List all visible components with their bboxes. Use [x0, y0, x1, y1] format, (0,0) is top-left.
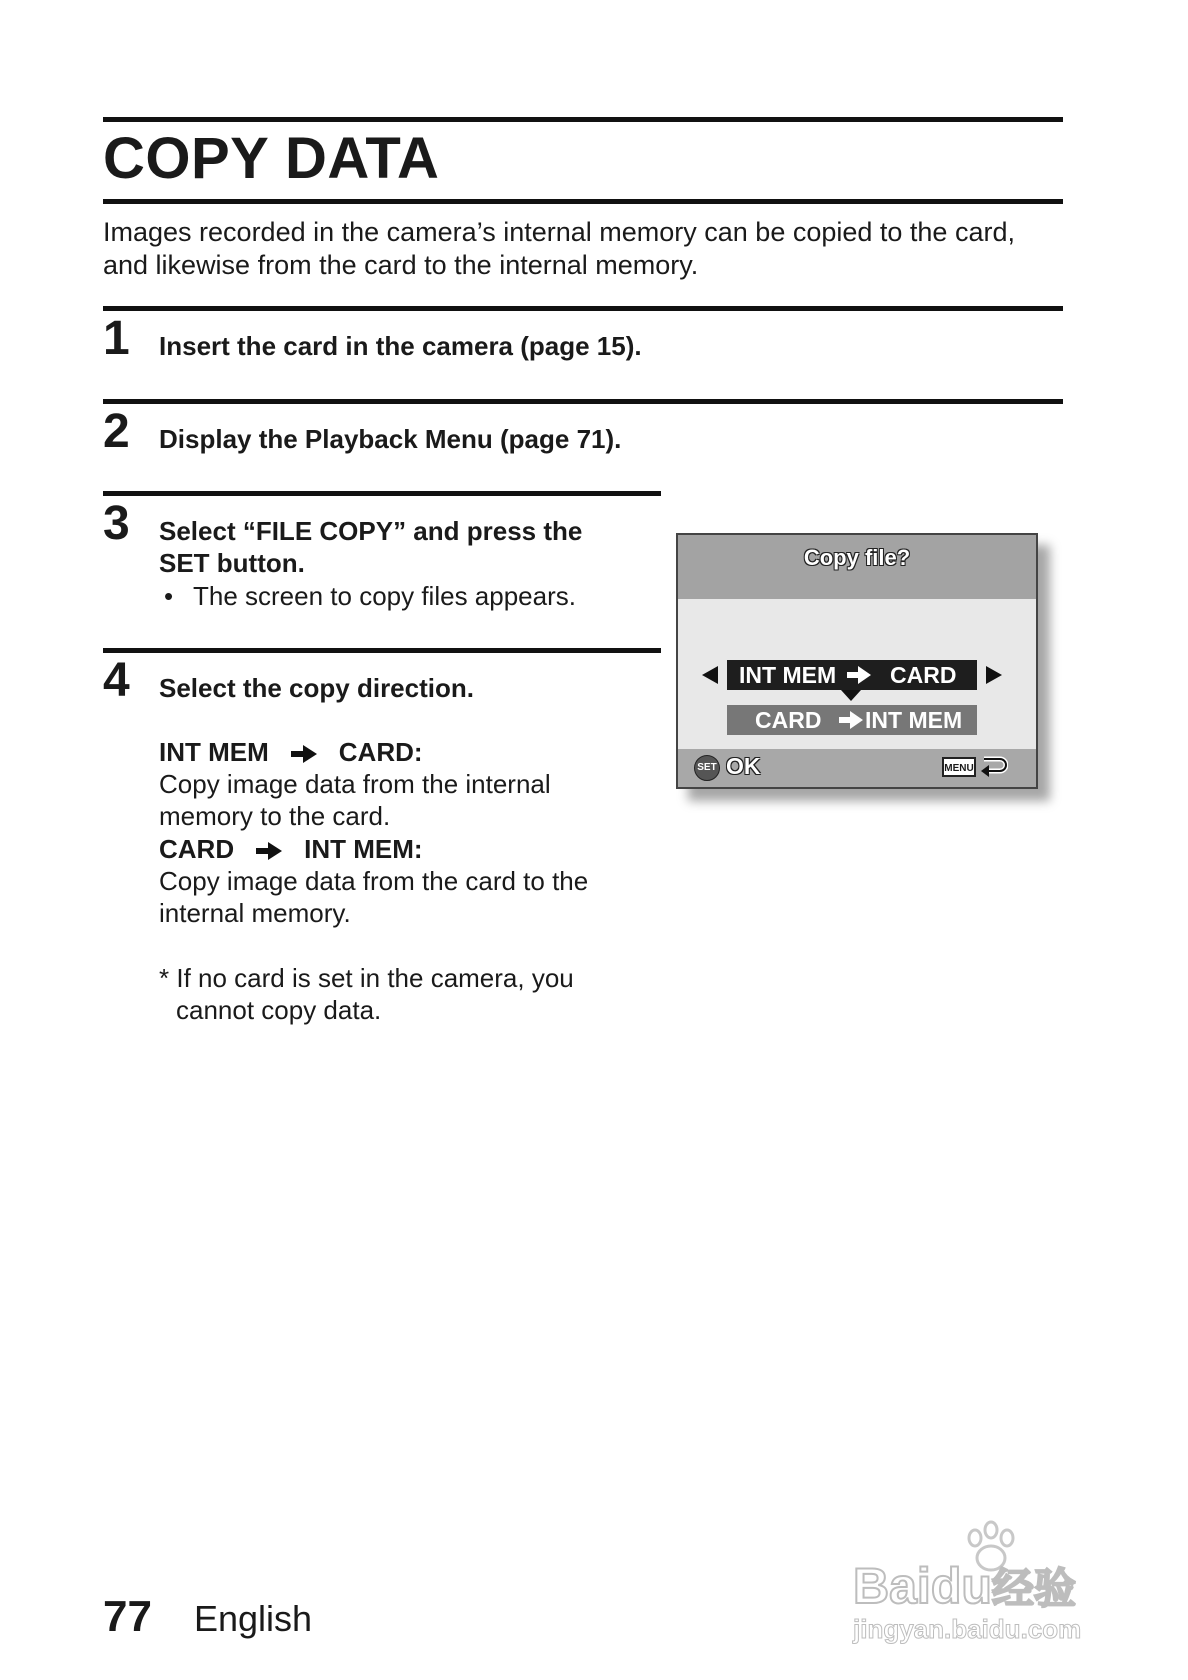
- watermark-url: jingyan.baidu.com: [853, 1614, 1082, 1644]
- intro-text: Images recorded in the camera’s internal memory can be copied to the card, and likewise from the card to the internal memory.: [103, 217, 1015, 280]
- direction1-heading: [159, 736, 423, 769]
- page-number: 77: [103, 1592, 152, 1641]
- direction1-desc-line1: Copy image data from the internal: [159, 769, 551, 799]
- direction1-desc-line2: memory to the card.: [159, 801, 391, 831]
- arrow-right-icon: [291, 745, 317, 763]
- direction2-to: INT MEM:: [304, 834, 423, 864]
- screen-header: [678, 535, 1036, 599]
- selection-down-arrow-icon: [841, 690, 861, 702]
- back-icon: [978, 755, 1008, 781]
- step3-text-line2: SET button.: [159, 548, 305, 578]
- note-line1: * If no card is set in the camera, you: [159, 963, 574, 993]
- baidu-watermark: [853, 1520, 1133, 1644]
- note-line2: cannot copy data.: [176, 995, 382, 1025]
- step2-text: Display the Playback Menu (page 71).: [159, 424, 622, 454]
- step2-rule: [103, 399, 1063, 404]
- page-title: COPY DATA: [103, 126, 440, 191]
- step3-bullet-dot: •: [164, 581, 174, 611]
- arrow-right-icon: [256, 842, 282, 860]
- step4-rule: [103, 648, 661, 653]
- title-rule: [103, 199, 1063, 204]
- direction1-to: CARD:: [338, 737, 423, 767]
- left-arrow-icon: [700, 665, 720, 685]
- watermark-brand: Baidu经验: [853, 1558, 1076, 1614]
- direction2-desc-line2: internal memory.: [159, 898, 351, 928]
- direction2-desc-line1: Copy image data from the card to the: [159, 866, 589, 896]
- arrow-right-icon: [839, 711, 863, 729]
- screen-title: Copy file?: [803, 545, 911, 570]
- step1-number: 1: [103, 312, 130, 365]
- top-rule: [103, 117, 1063, 122]
- option-card-to-int-mem[interactable]: [727, 705, 977, 735]
- direction1-from: INT MEM: [159, 737, 269, 767]
- step1-rule: [103, 306, 1063, 311]
- page-language: English: [194, 1598, 313, 1639]
- camera-screen: [676, 533, 1038, 789]
- option-int-mem-to-card[interactable]: [727, 660, 977, 690]
- step2-number: 2: [103, 405, 130, 458]
- option1-to: CARD: [890, 662, 957, 688]
- set-button-icon: SET: [694, 755, 720, 781]
- arrow-right-icon: [847, 666, 871, 684]
- ok-label: OK: [726, 753, 761, 779]
- direction2-heading: [159, 833, 423, 866]
- step3-text-line1: Select “FILE COPY” and press the: [159, 516, 583, 546]
- step3-bullet-text: The screen to copy files appears.: [193, 581, 576, 611]
- step4-text: Select the copy direction.: [159, 673, 474, 703]
- direction2-from: CARD: [159, 834, 235, 864]
- step1-text: Insert the card in the camera (page 15).: [159, 331, 642, 361]
- step3-rule: [103, 491, 661, 496]
- right-arrow-icon: [984, 665, 1004, 685]
- option2-to: INT MEM: [865, 707, 963, 733]
- step4-number: 4: [103, 654, 130, 707]
- option1-from: INT MEM: [739, 662, 837, 688]
- menu-button-icon: MENU: [942, 757, 976, 777]
- step3-number: 3: [103, 497, 130, 550]
- screen-footer: [678, 749, 1036, 787]
- option2-from: CARD: [755, 707, 822, 733]
